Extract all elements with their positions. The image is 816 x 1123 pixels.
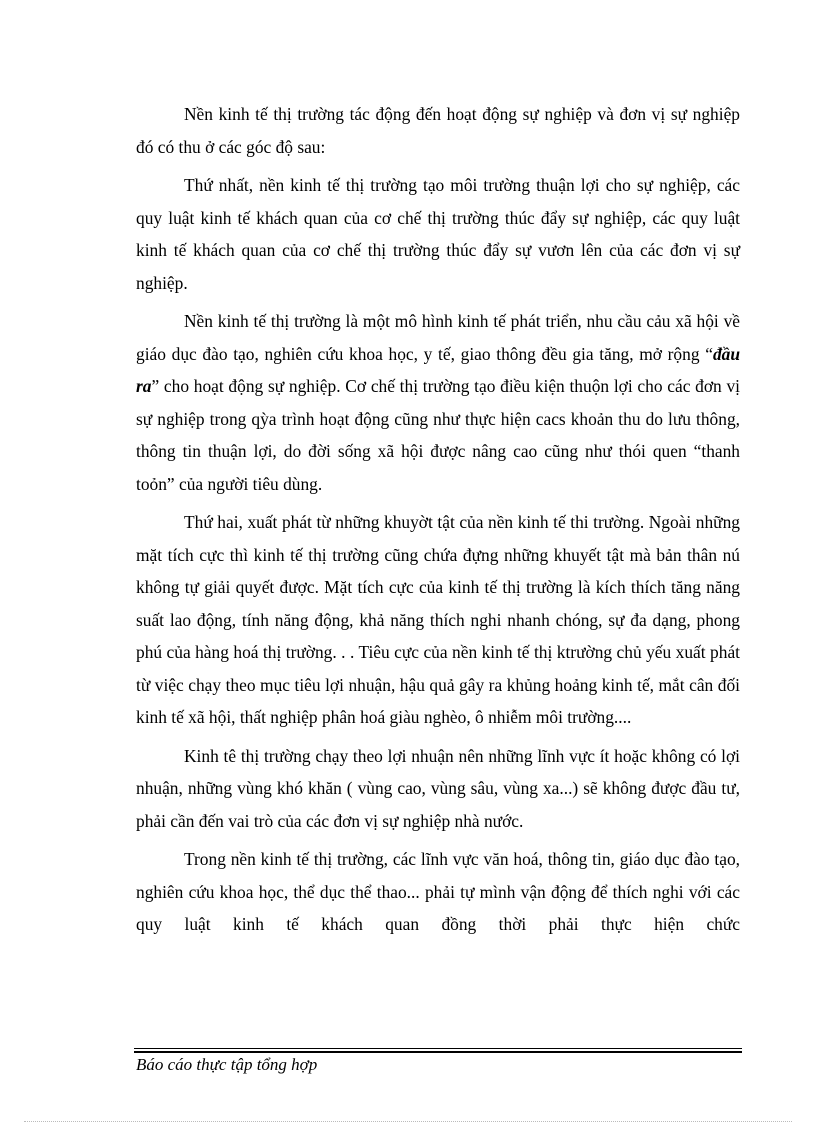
paragraph-profit: Kinh tê thị trường chạy theo lợi nhuận nên những lĩnh vực ít hoặc không có lợi nhuận, những vùng khó khăn ( vùng cao, vùng sâu, vùng xa...) sẽ không được đầu tư, phải cần đến vai trò của các đơn vị sự nghiệp nhà nước. bbox=[136, 745, 740, 831]
paragraph-intro: Nền kinh tế thị trường tác động đến hoạt động sự nghiệp và đơn vị sự nghiệp đó có thu ở các góc độ sau: bbox=[136, 104, 740, 157]
page-bottom-edge bbox=[24, 1121, 792, 1122]
paragraph-adaptation: Trong nền kinh tế thị trường, các lĩnh vực văn hoá, thông tin, giáo dục đào tạo, nghiên cứu khoa học, thể dục thể thao... phải tự mình vận động để thích nghi với các quy luật kinh tế khách quan đồng thời phải thực hiện chức bbox=[136, 849, 740, 934]
document-body bbox=[136, 98, 740, 947]
page-footer: Báo cáo thực tập tổng hợp bbox=[136, 1055, 318, 1074]
emphasized-term: đầu ra bbox=[136, 343, 740, 396]
paragraph-text-after: ” cho hoạt động sự nghiệp. Cơ chế thị trường tạo điều kiện thuộn lợi cho các đơn vị sự nghiệp trong qỳa trình hoạt động cũng như thực hiện cacs khoản thu do lưu thông, thông tin thuận lợi, do đời sống xã hội được nâng cao cũng như thói quen “thanh toỏn” của người tiêu dùng. bbox=[136, 376, 740, 494]
footer-divider-thin bbox=[134, 1048, 742, 1049]
paragraph-first-point: Thứ nhất, nền kinh tế thị trường tạo môi trường thuận lợi cho sự nghiệp, các quy luật kinh tế khách quan của cơ chế thị trường thúc đẩy sự nghiệp, các quy luật kinh tế khách quan của cơ chế thị trường thúc đẩy sự vươn lên của các đơn vị sự nghiệp. bbox=[136, 175, 740, 293]
paragraph-text-before: Nền kinh tế thị trường là một mô hình kinh tế phát triển, nhu cầu cảu xã hội về giáo dục đào tạo, nghiên cứu khoa học, y tế, giao thông đều gia tăng, mở rộng “ bbox=[136, 311, 740, 364]
paragraph-market-model bbox=[136, 305, 740, 500]
paragraph-second-point: Thứ hai, xuất phát từ những khuyờt tật của nền kinh tế thi trường. Ngoài những mặt tích cực thì kinh tế thị trường cũng chứa đựng những khuyết tật mà bản thân nú không tự giải quyết được. Mặt tích cực của kinh tế thị trường là kích thích tăng năng suất lao động, tính năng động, khả năng thích nghi nhanh chóng, sự đa dạng, phong phú của hàng hoá thị trường. . . Tiêu cực của nền kinh tế thị ktrường chủ yếu xuất phát từ việc chạy theo mục tiêu lợi nhuận, hậu quả gây ra khủng hoảng kinh tế, mắt cân đối kinh tế xã hội, thất nghiệp phân hoá giàu nghèo, ô nhiễm môi trường.... bbox=[136, 512, 740, 727]
